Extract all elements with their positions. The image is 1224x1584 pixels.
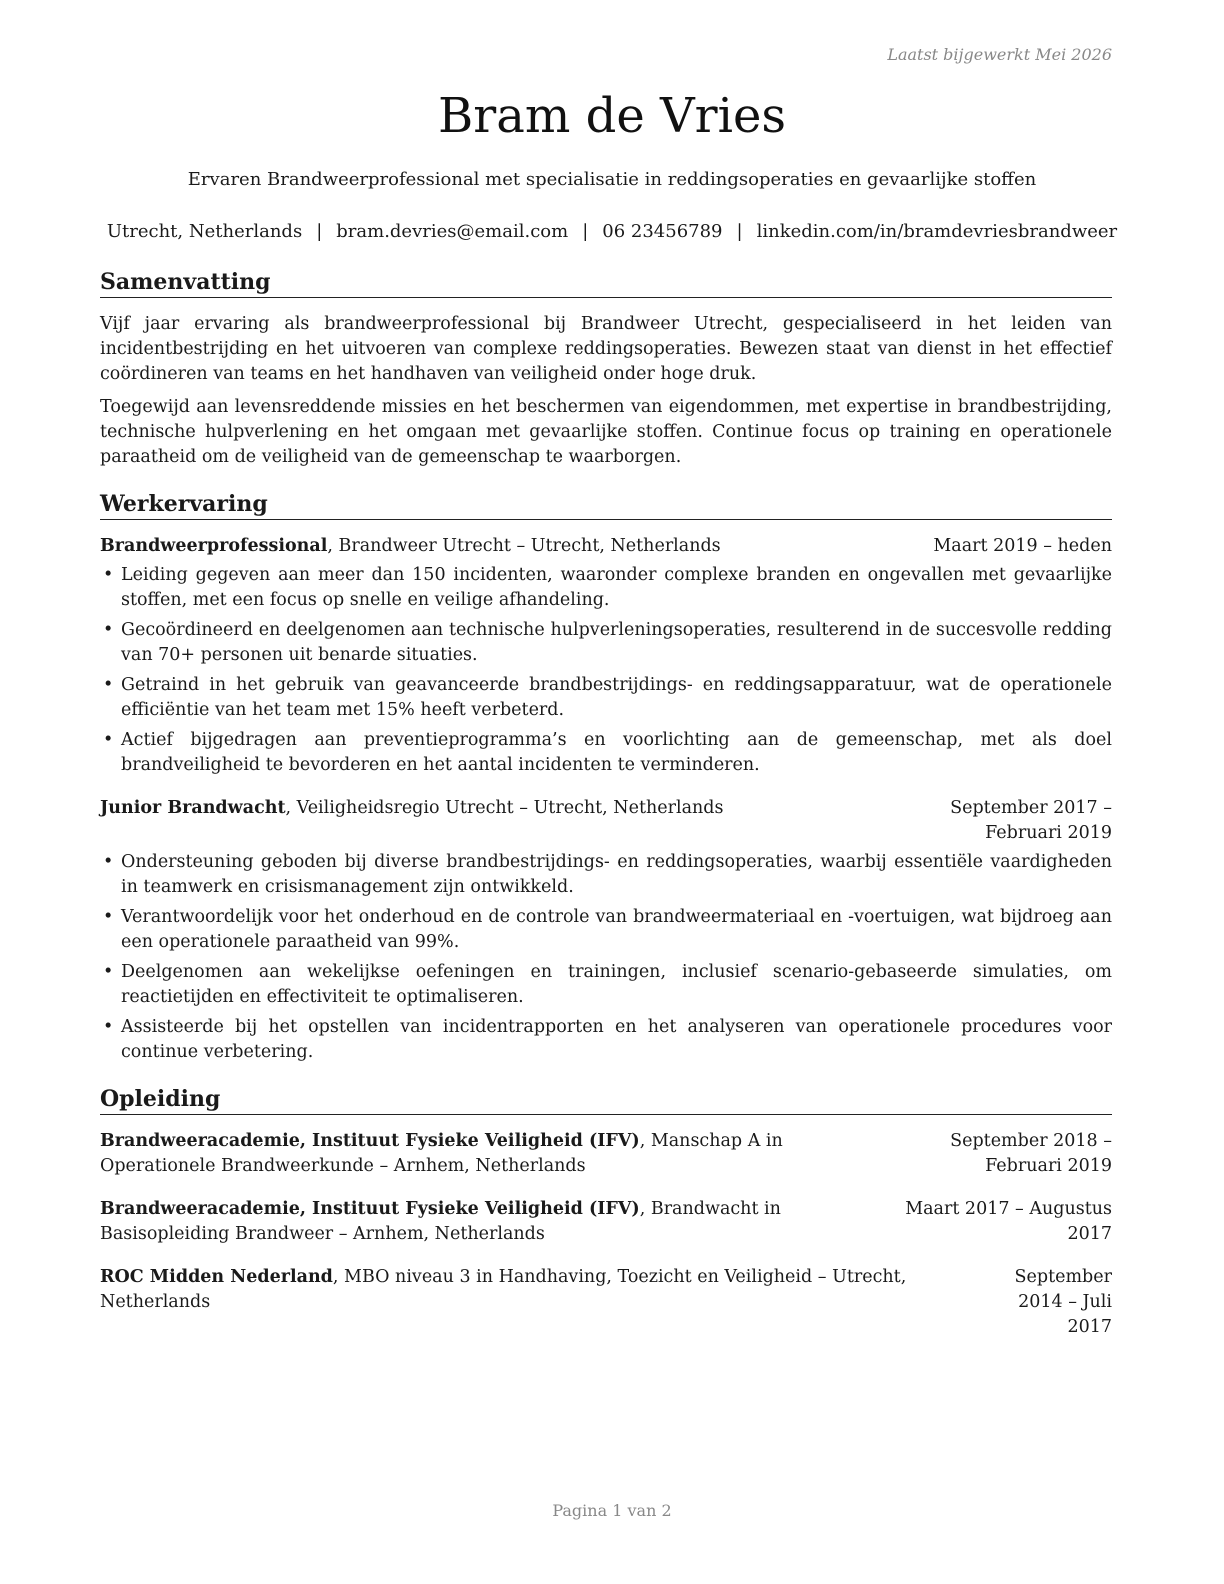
- education-detail: , Brandwacht in Basisopleiding Brandweer – Arnhem, Netherlands: [100, 1199, 781, 1244]
- candidate-tagline: Ervaren Brandweerprofessional met specialisatie in reddingsoperaties en gevaarlijke stoffen: [187, 169, 1037, 190]
- education-entry: [100, 1197, 1112, 1247]
- job-header: [100, 534, 1112, 559]
- education-header: [100, 1197, 1112, 1247]
- education-title-line: [100, 1265, 960, 1315]
- education-title-line: [100, 1129, 860, 1179]
- contact-linkedin[interactable]: linkedin.com/in/bramdevriesbrandweer: [756, 221, 1118, 242]
- contact-separator: |: [736, 221, 743, 242]
- job-title-line: [100, 534, 921, 559]
- education-dates: September 2018 – Februari 2019: [950, 1131, 1112, 1176]
- job-organization: , Veiligheidsregio Utrecht – Utrecht, Netherlands: [285, 798, 724, 818]
- contact-phone: 06 23456789: [602, 221, 723, 242]
- education-entry: [100, 1265, 1112, 1340]
- contact-separator: |: [316, 221, 323, 242]
- section-title-education: Opleiding: [100, 1085, 1112, 1115]
- job-bullet: • Deelgenomen aan wekelijkse oefeningen en trainingen, inclusief scenario-gebaseerde simulaties, om reactietijden en effectiviteit te optimaliseren.: [100, 960, 1112, 1010]
- experience-section: [100, 490, 1112, 1065]
- job-bullet: • Leiding gegeven aan meer dan 150 incidenten, waaronder complexe branden en ongevallen met gevaarlijke stoffen, met een focus op snelle en veilige afhandeling.: [100, 563, 1112, 613]
- job-entry: [100, 796, 1112, 1065]
- last-updated-note: Laatst bijgewerkt Mei 2026: [887, 45, 1112, 64]
- job-bullet: • Actief bijgedragen aan preventieprogramma’s en voorlichting aan de gemeenschap, met als doel brandveiligheid te bevorderen en het aantal incidenten te verminderen.: [100, 728, 1112, 778]
- job-organization: , Brandweer Utrecht – Utrecht, Netherlands: [327, 536, 721, 556]
- candidate-name: Bram de Vries: [438, 88, 786, 144]
- education-detail: , MBO niveau 3 in Handhaving, Toezicht en Veiligheid – Utrecht, Netherlands: [100, 1267, 907, 1312]
- education-header: [100, 1265, 1112, 1340]
- job-dates: Maart 2019 – heden: [933, 536, 1112, 556]
- contact-separator: |: [582, 221, 589, 242]
- job-role: Brandweerprofessional: [100, 536, 328, 556]
- job-role: Junior Brandwacht: [100, 798, 286, 818]
- summary-paragraph: Vijf jaar ervaring als brandweerprofessional bij Brandweer Utrecht, gespecialiseerd in het leiden van incidentbestrijding en het uitvoeren van complexe reddingsoperaties. Bewezen staat van dienst in het effectief coördineren van teams en het handhaven van veiligheid onder hoge druk.: [100, 314, 1112, 384]
- job-bullet: • Getraind in het gebruik van geavanceerde brandbestrijdings- en reddingsapparatuur, wat de operationele efficiëntie van het team met 15% heeft verbeterd.: [100, 673, 1112, 723]
- education-header: [100, 1129, 1112, 1179]
- contact-location: Utrecht, Netherlands: [106, 221, 303, 242]
- education-dates: September 2014 – Juli 2017: [1014, 1267, 1112, 1337]
- summary-paragraph: Toegewijd aan levensreddende missies en het beschermen van eigendommen, met expertise in brandbestrijding, technische hulpverlening en het omgaan met gevaarlijke stoffen. Continue focus op training en operationele paraatheid om de veiligheid van de gemeenschap te waarborgen.: [100, 397, 1112, 467]
- education-school: ROC Midden Nederland: [100, 1267, 333, 1287]
- education-entry: [100, 1129, 1112, 1179]
- education-school: Brandweeracademie, Instituut Fysieke Veiligheid (IFV): [100, 1199, 640, 1219]
- contact-line: [0, 220, 1224, 244]
- job-bullet-list: [100, 850, 1112, 1065]
- education-section: [100, 1085, 1112, 1340]
- summary-section: [100, 268, 1112, 470]
- education-detail: , Manschap A in Operationele Brandweerkunde – Arnhem, Netherlands: [100, 1131, 783, 1176]
- job-bullet: • Ondersteuning geboden bij diverse brandbestrijdings- en reddingsoperaties, waarbij essentiële vaardigheden in teamwerk en crisismanagement zijn ontwikkeld.: [100, 850, 1112, 900]
- job-dates: September 2017 – Februari 2019: [950, 798, 1112, 843]
- education-dates: Maart 2017 – Augustus 2017: [905, 1199, 1112, 1244]
- job-bullet: • Verantwoordelijk voor het onderhoud en de controle van brandweermateriaal en -voertuigen, wat bijdroeg aan een operationele paraatheid van 99%.: [100, 905, 1112, 955]
- contact-email[interactable]: bram.devries@email.com: [336, 221, 569, 242]
- page-number: Pagina 1 van 2: [552, 1501, 672, 1520]
- job-bullet-list: [100, 563, 1112, 778]
- resume-body: [100, 268, 1112, 1360]
- section-title-experience: Werkervaring: [100, 490, 1112, 520]
- job-bullet: • Assisteerde bij het opstellen van incidentrapporten en het analyseren van operationele procedures voor continue verbetering.: [100, 1015, 1112, 1065]
- job-entry: [100, 534, 1112, 778]
- job-title-line: [100, 796, 860, 821]
- section-title-summary: Samenvatting: [100, 268, 1112, 298]
- job-bullet: • Gecoördineerd en deelgenomen aan technische hulpverleningsoperaties, resulterend in de succesvolle redding van 70+ personen uit benarde situaties.: [100, 618, 1112, 668]
- education-title-line: [100, 1197, 860, 1247]
- job-header: [100, 796, 1112, 846]
- education-school: Brandweeracademie, Instituut Fysieke Veiligheid (IFV): [100, 1131, 640, 1151]
